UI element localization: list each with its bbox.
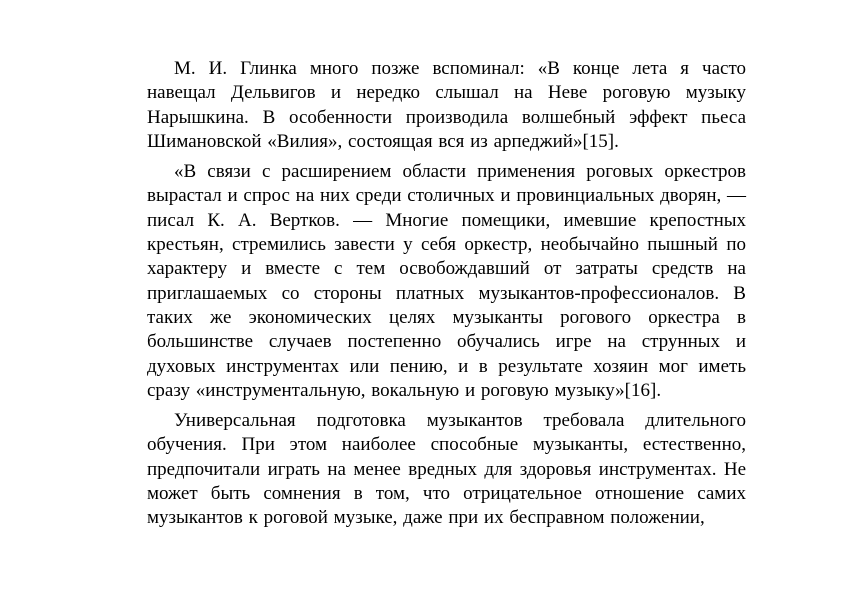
body-text	[147, 57, 746, 537]
paragraph-glinka-quote: М. И. Глинка много позже вспоминал: «В конце лета я часто навещал Дельвигов и нередко слышал на Неве роговую музыку Нарышкина. В особенности производила волшебный эффект пьеса Шимановской «Вилия», состоящая вся из арпеджий»[15].	[147, 58, 746, 152]
paragraph-vertkov-quote: «В связи с расширением области применения роговых оркестров вырастал и спрос на них среди столичных и провинциальных дворян, — писал К. А. Вертков. — Многие помещики, имевшие крепостных крестьян, стремились завести у себя оркестр, необычайно пышный по характеру и вместе с тем освобождавший от затраты средств на приглашаемых со стороны платных музыкантов-профессионалов. В таких же экономических целях музыканты рогового оркестра в большинстве случаев постепенно обучались игре на струнных и духовых инструментах или пению, и в результате хозяин мог иметь сразу «инструментальную, вокальную и роговую музыку»[16].	[147, 161, 746, 401]
paragraph-musician-training: Универсальная подготовка музыкантов требовала длительного обучения. При этом наиболее способные музыканты, естественно, предпочитали играть на менее вредных для здоровья инструментах. Не может быть сомнения в том, что отрицательное отношение самих музыкантов к роговой музыке, даже при их бесправном положении,	[147, 410, 746, 529]
